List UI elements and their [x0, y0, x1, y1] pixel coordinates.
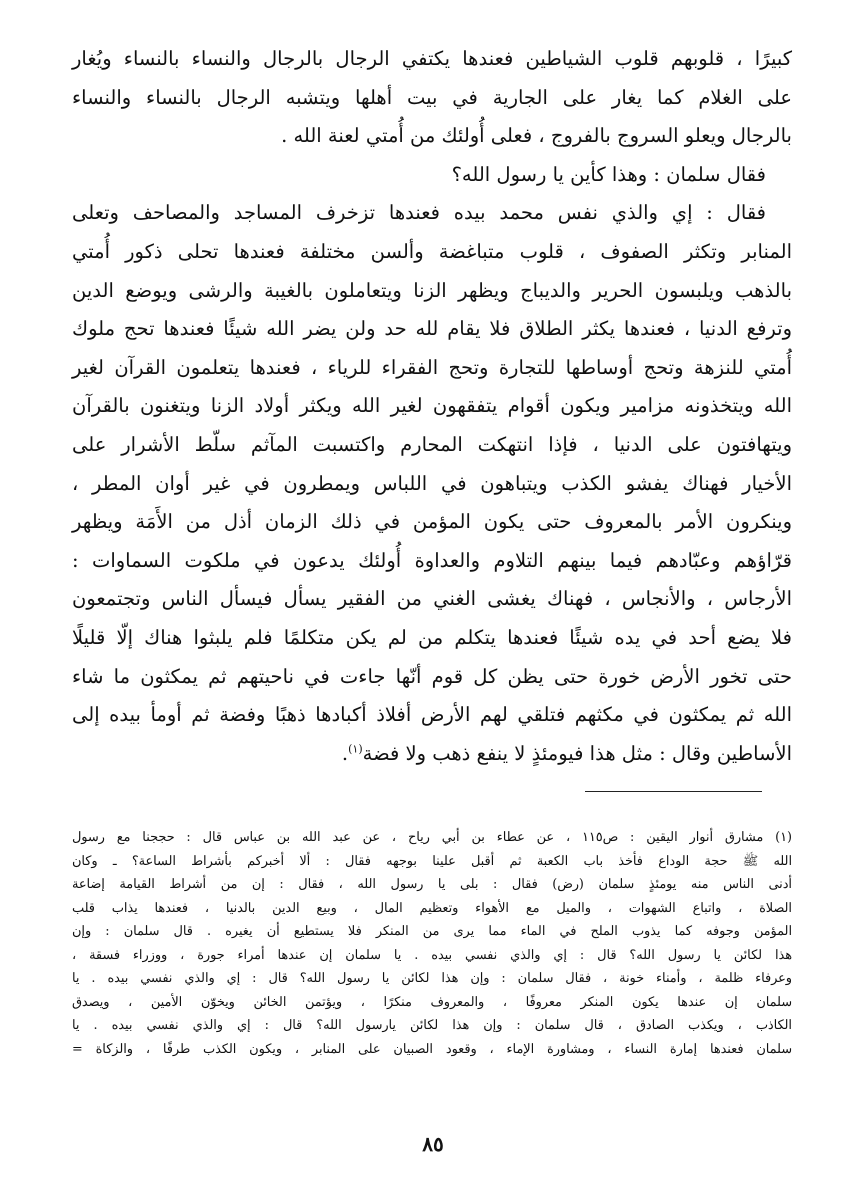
text-line: على الغلام كما يغار على الجارية في بيت أهلها ويتشبه الرجال بالنساء والنساء [72, 85, 792, 109]
footnote-line: سلمان إن عندها يكون المنكر معروفًا ، والمعروف منكرًا ، ويؤتمن الخائن ويخوّن الأمين ، ويصدق [72, 994, 792, 1010]
text-line: فلا يضع أحد في يده شيئًا فعندها يتكلم من لم يكن متكلمًا فلم يلبثوا هناك إلّا قليلًا [72, 625, 792, 649]
text-line: أُمتي للنزهة وتحج أوساطها للتجارة وتحج الفقراء للرياء ، فعندها يتعلمون القرآن لغير [72, 355, 792, 379]
page-number: ٨٥ [422, 1132, 444, 1156]
footnote-line: (١) مشارق أنوار اليقين : ص١١٥ ، عن عطاء بن أبي رياح ، عن عبد الله بن عباس قال : حججنا مع رسول [72, 830, 792, 845]
text-line: الأرجاس ، والأنجاس ، فهناك يغشى الغني من الفقير يسأل فيسأل الناس وتجتمعون [72, 587, 792, 611]
text-line: قرّاؤهم وعبّادهم فيما بينهم التلاوم والعداوة أُولئك يدعون في ملكوت السماوات : [72, 548, 792, 572]
footnote-line: أدنى الناس منه يومئذٍ سلمان (رض) فقال : بلى يا رسول الله ، فقال : إن من أشراط القيامة إضاعة [72, 877, 792, 892]
text-line: فقال سلمان : وهذا كأين يا رسول الله؟ [451, 162, 766, 186]
footnote-separator [585, 791, 762, 792]
footnotes [72, 826, 792, 1061]
text-line: المنابر وتكثر الصفوف ، قلوب متباغضة وألسن مختلفة فعندها تحلى ذكور أُمتي [72, 239, 792, 263]
text-line: حتى تخور الأرض خورة حتى يظن كل قوم أنّها جاءت في ناحيتهم ثم يمكثون ما شاء [72, 664, 792, 688]
text-line-last: الأساطين وقال : مثل هذا فيومئذٍ لا ينفع ذهب ولا فضة$^{(١)}$. [341, 741, 792, 765]
text-line: بالرجال ويعلو السروج بالفروج ، فعلى أُولئك من أُمتي لعنة الله . [281, 124, 792, 148]
footnote-reference[interactable]: (١) [348, 742, 363, 756]
text-line: كبيرًا ، قلوبهم قلوب الشياطين فعندها يكتفي الرجال بالرجال والنساء بالنساء ويُغار [72, 47, 792, 70]
text-line: الأخيار فهناك يفشو الكذب ويتباهون في اللباس ويمطرون في غير أوان المطر ، [72, 471, 792, 495]
footnote-line: سلمان فعندها إمارة النساء ، ومشاورة الإماء ، وقعود الصبيان على المنابر ، ويكون الكذب طرفًا ، والزكاة = [72, 1041, 792, 1057]
text-line-content: الأساطين وقال : مثل هذا فيومئذٍ لا ينفع ذهب ولا فضة [362, 741, 792, 765]
text-line: ويتهافتون على الدنيا ، فإذا انتهكت المحارم واكتسبت المآثم سلّط الأشرار على [72, 432, 792, 456]
footnote-line: الله ﷺ حجة الوداع فأخذ باب الكعبة ثم أقبل علينا بوجهه فقال : ألا أخبركم بأشراط الساعة؟ ـ وكان [72, 853, 792, 869]
text-line: الله ثم يمكثون في مكثهم فتلقي لهم الأرض أفلاذ أكبادها ذهبًا وفضة ثم أومأ بيده إلى [72, 703, 792, 727]
text-line: فقال : إي والذي نفس محمد بيده فعندها تزخرف المساجد والمصاحف وتعلى [72, 201, 766, 225]
text-line: الله ويتخذونه مزامير ويكون أقوام يتفقهون لغير الله ويكثر أولاد الزنا ويتغنون بالقرآن [72, 394, 792, 418]
footnote-line: المؤمن وجوفه كما يذوب الملح في الماء مما يرى من المنكر فلا يستطيع أن يغيره . قال سلمان : وإن [72, 924, 792, 939]
footnote-line: وعرفاء ظلمة ، وأمناء خونة ، فقال سلمان : وإن هذا لكائن يا رسول الله؟ قال : إي والذي نفسي بيده . يا [72, 971, 792, 986]
text-line: وينكرون الأمر بالمعروف حتى يكون المؤمن في ذلك الزمان أذل من الأَمَة ويظهر [72, 510, 792, 534]
main-text [72, 40, 792, 773]
footnote-line: هذا لكائن يا رسول الله؟ قال : إي والذي نفسي بيده . يا سلمان إن عندها أمراء جورة ، ووزراء فسقة ، [72, 947, 792, 963]
text-line: وترفع الدنيا ، فعندها يكثر الطلاق فلا يقام لله حد ولن يضر الله شيئًا فعندها تحج ملوك [72, 317, 792, 341]
text-line: بالذهب ويلبسون الحرير والديباج ويظهر الزنا ويتعاملون بالغيبة والرشى ويوضع الدين [72, 278, 792, 302]
footnote-line: الكاذب ، ويكذب الصادق ، قال سلمان : وإن هذا لكائن يارسول الله؟ قال : إي والذي نفسي بيده . يا [72, 1018, 792, 1033]
footnote-line: الصلاة ، واتباع الشهوات ، والميل مع الأهواء وتعظيم المال ، وبيع الدين بالدنيا ، فعندها يذاب قلب [72, 900, 792, 916]
